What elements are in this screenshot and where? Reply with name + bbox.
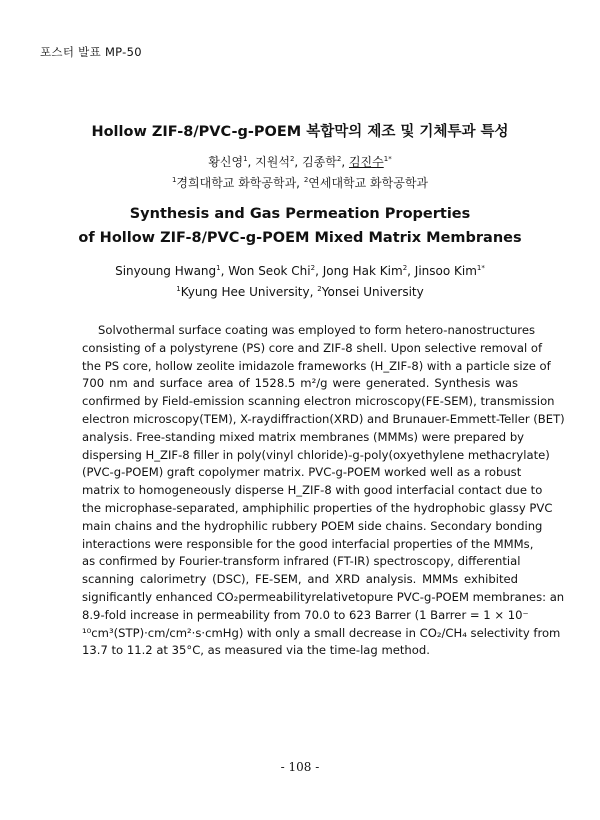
- page-number: - 108 -: [280, 760, 320, 774]
- abstract-line: as confirmed by Fourier-transform infrared (FT-IR) spectroscopy, differential: [82, 554, 521, 569]
- author-name: Won Seok Chi: [228, 264, 311, 278]
- author-name: 김진수: [348, 155, 384, 169]
- abstract-line: scanning calorimetry (DSC), FE-SEM, and XRD analysis. MMMs exhibited: [82, 572, 518, 587]
- abstract-line: 8.9-fold increase in permeability from 70.0 to 623 Barrer (1 Barrer = 1 × 10⁻: [82, 607, 529, 622]
- author-name: Jong Hak Kim: [322, 264, 403, 278]
- affiliation-marker: 2: [310, 264, 316, 272]
- korean-title: Hollow ZIF-8/PVC-g-POEM 복합막의 제조 및 기체투과 특성: [91, 124, 509, 140]
- author-name: Jinsoo Kim: [414, 264, 477, 278]
- affiliation-marker: 1*: [383, 155, 392, 163]
- affiliation-marker: 2: [317, 285, 322, 293]
- abstract-line: Solvothermal surface coating was employed to form hetero-nanostructures: [98, 323, 535, 337]
- abstract-line: consisting of a polystyrene (PS) core and ZIF-8 shell. Upon selective removal of: [82, 340, 543, 355]
- abstract-line: the PS core, hollow zeolite imidazole frameworks (H_ZIF-8) with a particle size of: [82, 358, 551, 373]
- affiliation-marker: 1: [171, 176, 177, 184]
- english-affiliations: $^1$Kyung Hee University, $^2$Yonsei University: [176, 285, 424, 299]
- affiliation-marker: 2: [336, 155, 342, 163]
- korean-authors: 황신영$^1$, 지원석$^2$, 김종학$^2$, 김진수$^{1*}$: [208, 155, 392, 169]
- abstract-line: the microphase-separated, amphiphilic properties of the hydrophobic glassy PVC: [82, 500, 553, 515]
- abstract-line: interactions were responsible for the good interfacial properties of the MMMs,: [82, 536, 534, 551]
- korean-affiliations: $^1$경희대학교 화학공학과, $^2$연세대학교 화학공학과: [171, 176, 429, 190]
- affiliation-marker: 1: [216, 264, 221, 272]
- abstract-line: 13.7 to 11.2 at 35°C, as measured via the time-lag method.: [82, 643, 430, 658]
- affiliation-marker: 2: [402, 264, 408, 272]
- session-header: 포스터 발표 MP-50: [40, 45, 142, 59]
- abstract: [82, 322, 565, 660]
- author-name: 김종학: [302, 155, 337, 169]
- affiliation-name: Kyung Hee University: [180, 285, 310, 299]
- english-authors: Sinyoung Hwang$^1$, Won Seok Chi$^2$, Jong Hak Kim$^2$, Jinsoo Kim$^{1*}$: [115, 264, 485, 278]
- author-name: 지원석: [255, 155, 290, 169]
- affiliation-marker: 2: [303, 176, 309, 184]
- affiliation-name: Yonsei University: [321, 285, 424, 299]
- author-name: 황신영: [208, 155, 244, 169]
- english-title-line-1: Synthesis and Gas Permeation Properties: [129, 206, 471, 222]
- affiliation-marker: 1*: [476, 264, 485, 272]
- affiliation-marker: 1: [176, 285, 181, 293]
- abstract-line: matrix to homogeneously disperse H_ZIF-8 with good interfacial contact due to: [82, 483, 543, 498]
- affiliation-marker: 2: [289, 155, 295, 163]
- abstract-line: analysis. Free-standing mixed matrix membranes (MMMs) were prepared by: [82, 429, 525, 444]
- abstract-line: (PVC-g-POEM) graft copolymer matrix. PVC-g-POEM worked well as a robust: [82, 465, 522, 480]
- affiliation-name: 연세대학교 화학공학과: [308, 176, 429, 190]
- abstract-line: 700 nm and surface area of 1528.5 m²/g were generated. Synthesis was: [82, 376, 518, 391]
- abstract-line: confirmed by Field-emission scanning electron microscopy(FE-SEM), transmission: [82, 394, 555, 409]
- affiliation-name: 경희대학교 화학공학과: [176, 176, 297, 190]
- abstract-line: electron microscopy(TEM), X-raydiffraction(XRD) and Brunauer-Emmett-Teller (BET): [82, 411, 565, 426]
- abstract-line: ¹⁰cm³(STP)·cm/cm²·s·cmHg) with only a small decrease in CO₂/CH₄ selectivity from: [82, 625, 561, 640]
- abstract-line: dispersing H_ZIF-8 filler in poly(vinyl chloride)-g-poly(oxyethylene methacrylate): [82, 447, 550, 462]
- english-title-line-2: of Hollow ZIF-8/PVC-g-POEM Mixed Matrix Membranes: [78, 230, 522, 246]
- author-name: Sinyoung Hwang: [115, 264, 217, 278]
- abstract-line: significantly enhanced CO₂permeabilityrelativetopure PVC-g-POEM membranes: an: [82, 589, 565, 604]
- abstract-line: main chains and the hydrophilic rubbery POEM side chains. Secondary bonding: [82, 518, 543, 533]
- affiliation-marker: 1: [243, 155, 248, 163]
